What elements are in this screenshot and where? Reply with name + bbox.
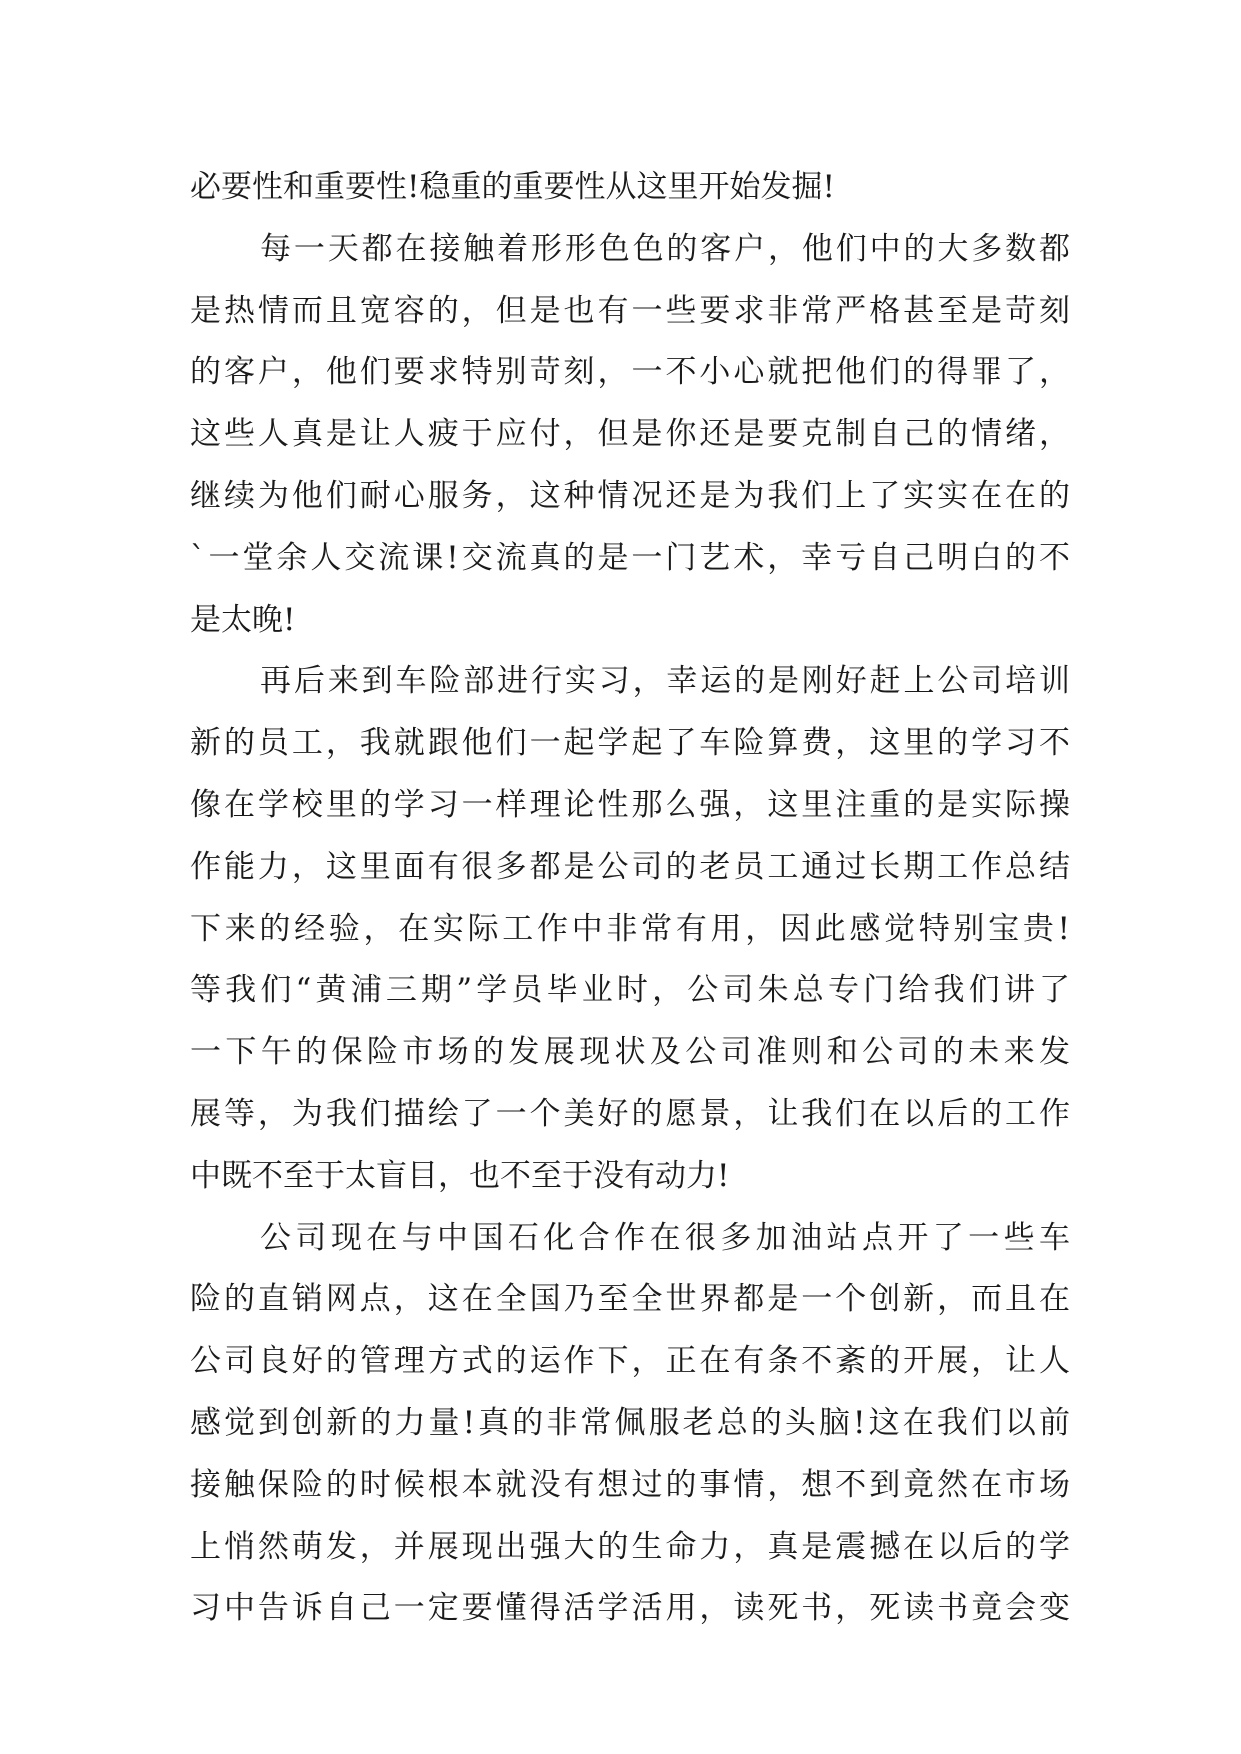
text-line: 公司良好的管理方式的运作下，正在有条不紊的开展，让人 [190,1343,1070,1380]
text-line: 是太晚! [190,601,296,638]
text-line: 上悄然萌发，并展现出强大的生命力，真是震撼在以后的学 [190,1528,1070,1565]
text-line: `一堂余人交流课!交流真的是一门艺术，幸亏自己明白的不 [190,539,1070,576]
paragraph-first-line: 再后来到车险部进行实习，幸运的是刚好赶上公司培训 [260,663,1070,700]
paragraph-first-line: 公司现在与中国石化合作在很多加油站点开了一些车 [260,1219,1070,1256]
text-line: 险的直销网点，这在全国乃至全世界都是一个创新，而且在 [190,1281,1070,1318]
text-line: 展等，为我们描绘了一个美好的愿景，让我们在以后的工作 [190,1095,1070,1132]
text-line: 感觉到创新的力量!真的非常佩服老总的头脑!这在我们以前 [190,1404,1070,1441]
text-line: 习中告诉自己一定要懂得活学活用，读死书，死读书竟会变 [190,1590,1070,1627]
text-line: 一下午的保险市场的发展现状及公司准则和公司的未来发 [190,1034,1070,1071]
paragraph-first-line: 每一天都在接触着形形色色的客户，他们中的大多数都 [260,230,1070,267]
text-line: 作能力，这里面有很多都是公司的老员工通过长期工作总结 [190,848,1070,885]
body-text [190,157,1070,1640]
text-line: 像在学校里的学习一样理论性那么强，这里注重的是实际操 [190,786,1070,823]
text-line: 继续为他们耐心服务，这种情况还是为我们上了实实在在的 [190,477,1070,514]
text-line: 这些人真是让人疲于应付，但是你还是要克制自己的情绪， [190,416,1070,453]
text-line: 是热情而且宽容的，但是也有一些要求非常严格甚至是苛刻 [190,292,1070,329]
text-line: 下来的经验，在实际工作中非常有用，因此感觉特别宝贵! [190,910,1070,947]
text-line: 必要性和重要性!稳重的重要性从这里开始发掘! [190,169,835,205]
text-line: 等我们“黄浦三期”学员毕业时，公司朱总专门给我们讲了 [190,972,1070,1009]
text-line: 中既不至于太盲目，也不至于没有动力! [190,1157,730,1194]
text-line: 新的员工，我就跟他们一起学起了车险算费，这里的学习不 [190,725,1070,762]
text-line: 接触保险的时候根本就没有想过的事情，想不到竟然在市场 [190,1466,1070,1503]
text-line: 的客户，他们要求特别苛刻，一不小心就把他们的得罪了， [190,354,1070,391]
